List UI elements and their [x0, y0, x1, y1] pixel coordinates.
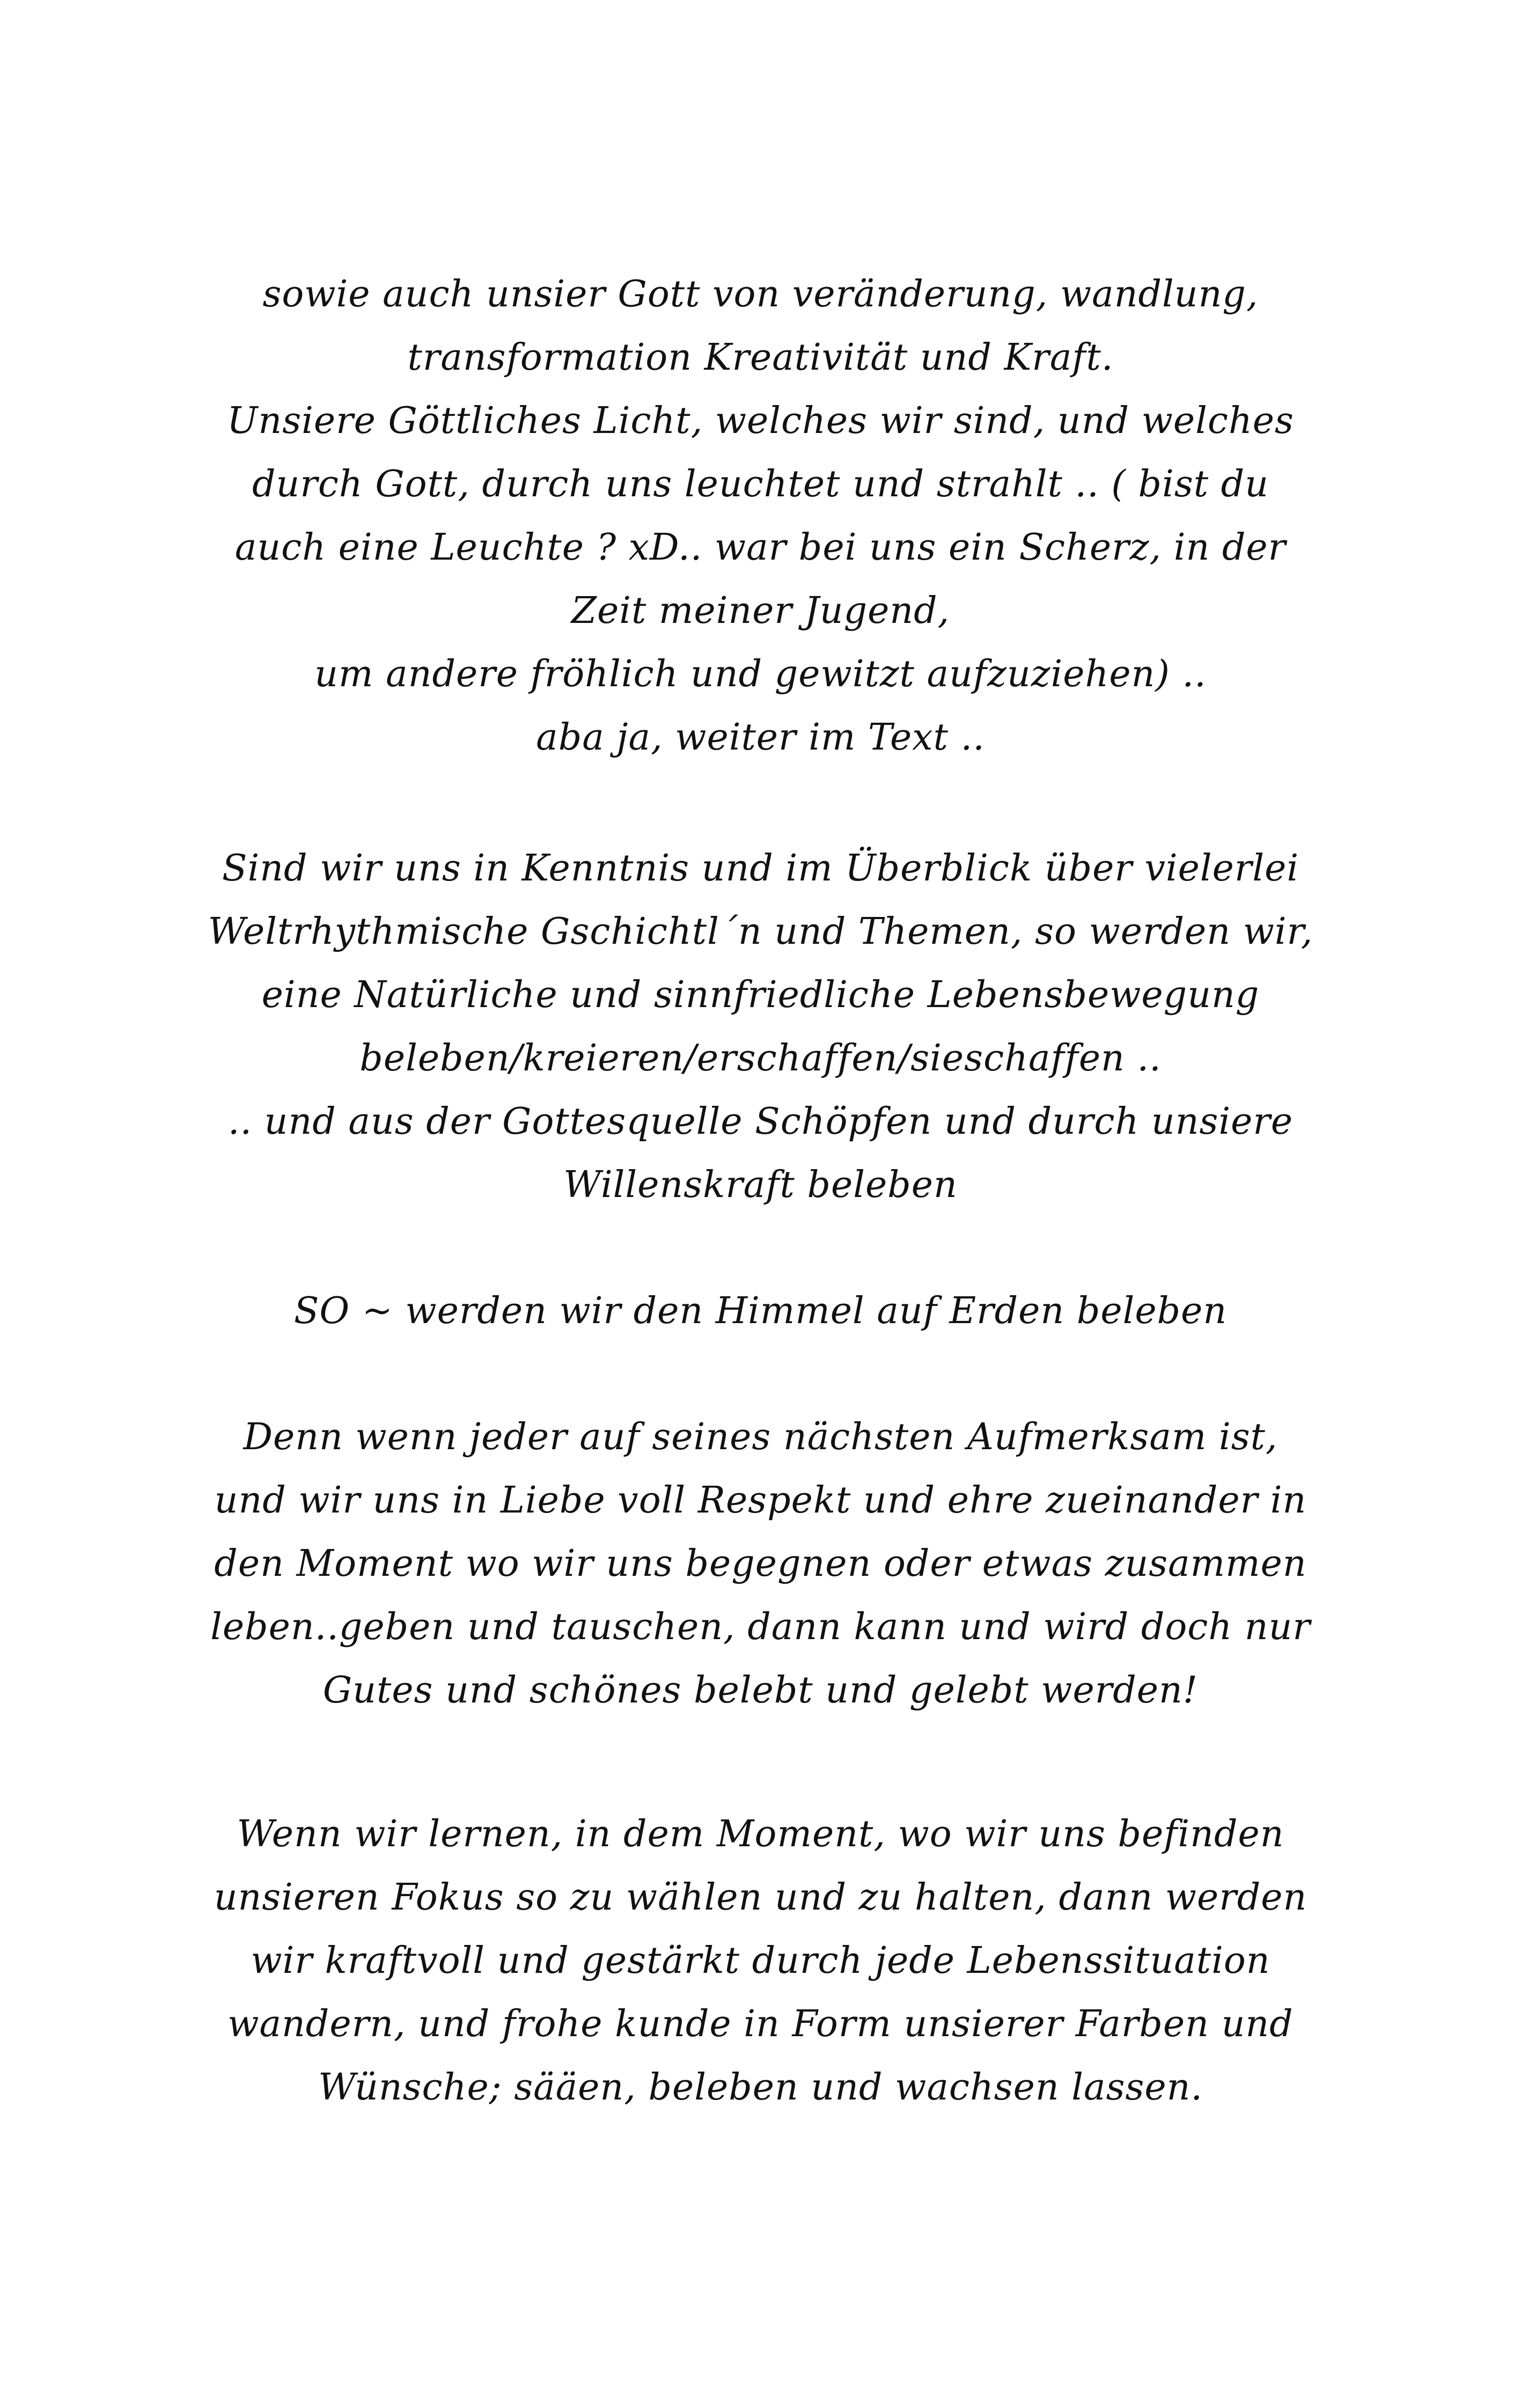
text-line: Willenskraft beleben: [563, 1164, 958, 1206]
text-line: transformation Kreativität und Kraft.: [407, 336, 1114, 379]
text-line: .. und aus der Gottesquelle Schöpfen und durch unsiere: [227, 1100, 1294, 1143]
text-line: und wir uns in Liebe voll Respekt und ehre zueinander in: [214, 1479, 1307, 1522]
paragraph-1: [161, 263, 1360, 769]
text-line: wir kraftvoll und gestärkt durch jede Lebenssituation: [251, 1940, 1270, 1982]
text-line: Wünsche; sääen, beleben und wachsen lassen.: [318, 2066, 1203, 2109]
text-line: Sind wir uns in Kenntnis und im Überblick über vielerlei: [222, 847, 1299, 890]
paragraph-2: [161, 837, 1360, 1217]
text-line: unsieren Fokus so zu wählen und zu halten, dann werden: [214, 1876, 1307, 1919]
text-line: den Moment wo wir uns begegnen oder etwas zusammen: [214, 1543, 1307, 1585]
paragraph-3: [161, 1280, 1360, 1343]
text-line: durch Gott, durch uns leuchtet und strahlt .. ( bist du: [252, 463, 1269, 505]
text-line: aba ja, weiter im Text ..: [536, 716, 985, 759]
text-line: SO ~ werden wir den Himmel auf Erden beleben: [293, 1290, 1228, 1332]
text-line: eine Natürliche und sinnfriedliche Lebensbewegung: [261, 974, 1260, 1016]
text-line: leben..geben und tauschen, dann kann und wird doch nur: [210, 1606, 1311, 1648]
paragraph-5: [161, 1803, 1360, 2119]
text-line: um andere fröhlich und gewitzt aufzuziehen) ..: [314, 653, 1207, 695]
text-line: Unsiere Göttliches Licht, welches wir sind, und welches: [227, 400, 1294, 442]
paragraph-4: [161, 1406, 1360, 1722]
text-line: auch eine Leuchte ? xD.. war bei uns ein Scherz, in der: [234, 526, 1287, 569]
text-line: wandern, und frohe kunde in Form unsierer Farben und: [227, 2003, 1294, 2045]
text-line: beleben/kreieren/erschaffen/sieschaffen ..: [359, 1037, 1162, 1080]
text-line: Denn wenn jeder auf seines nächsten Aufmerksam ist,: [243, 1416, 1278, 1458]
text-line: sowie auch unsier Gott von veränderung, wandlung,: [262, 273, 1259, 315]
text-line: Zeit meiner Jugend,: [571, 590, 950, 632]
text-line: Weltrhythmische Gschichtl´n und Themen, so werden wir,: [208, 911, 1313, 953]
text-line: Wenn wir lernen, in dem Moment, wo wir uns befinden: [237, 1813, 1284, 1855]
text-line: Gutes und schönes belebt und gelebt werden!: [322, 1669, 1199, 1712]
